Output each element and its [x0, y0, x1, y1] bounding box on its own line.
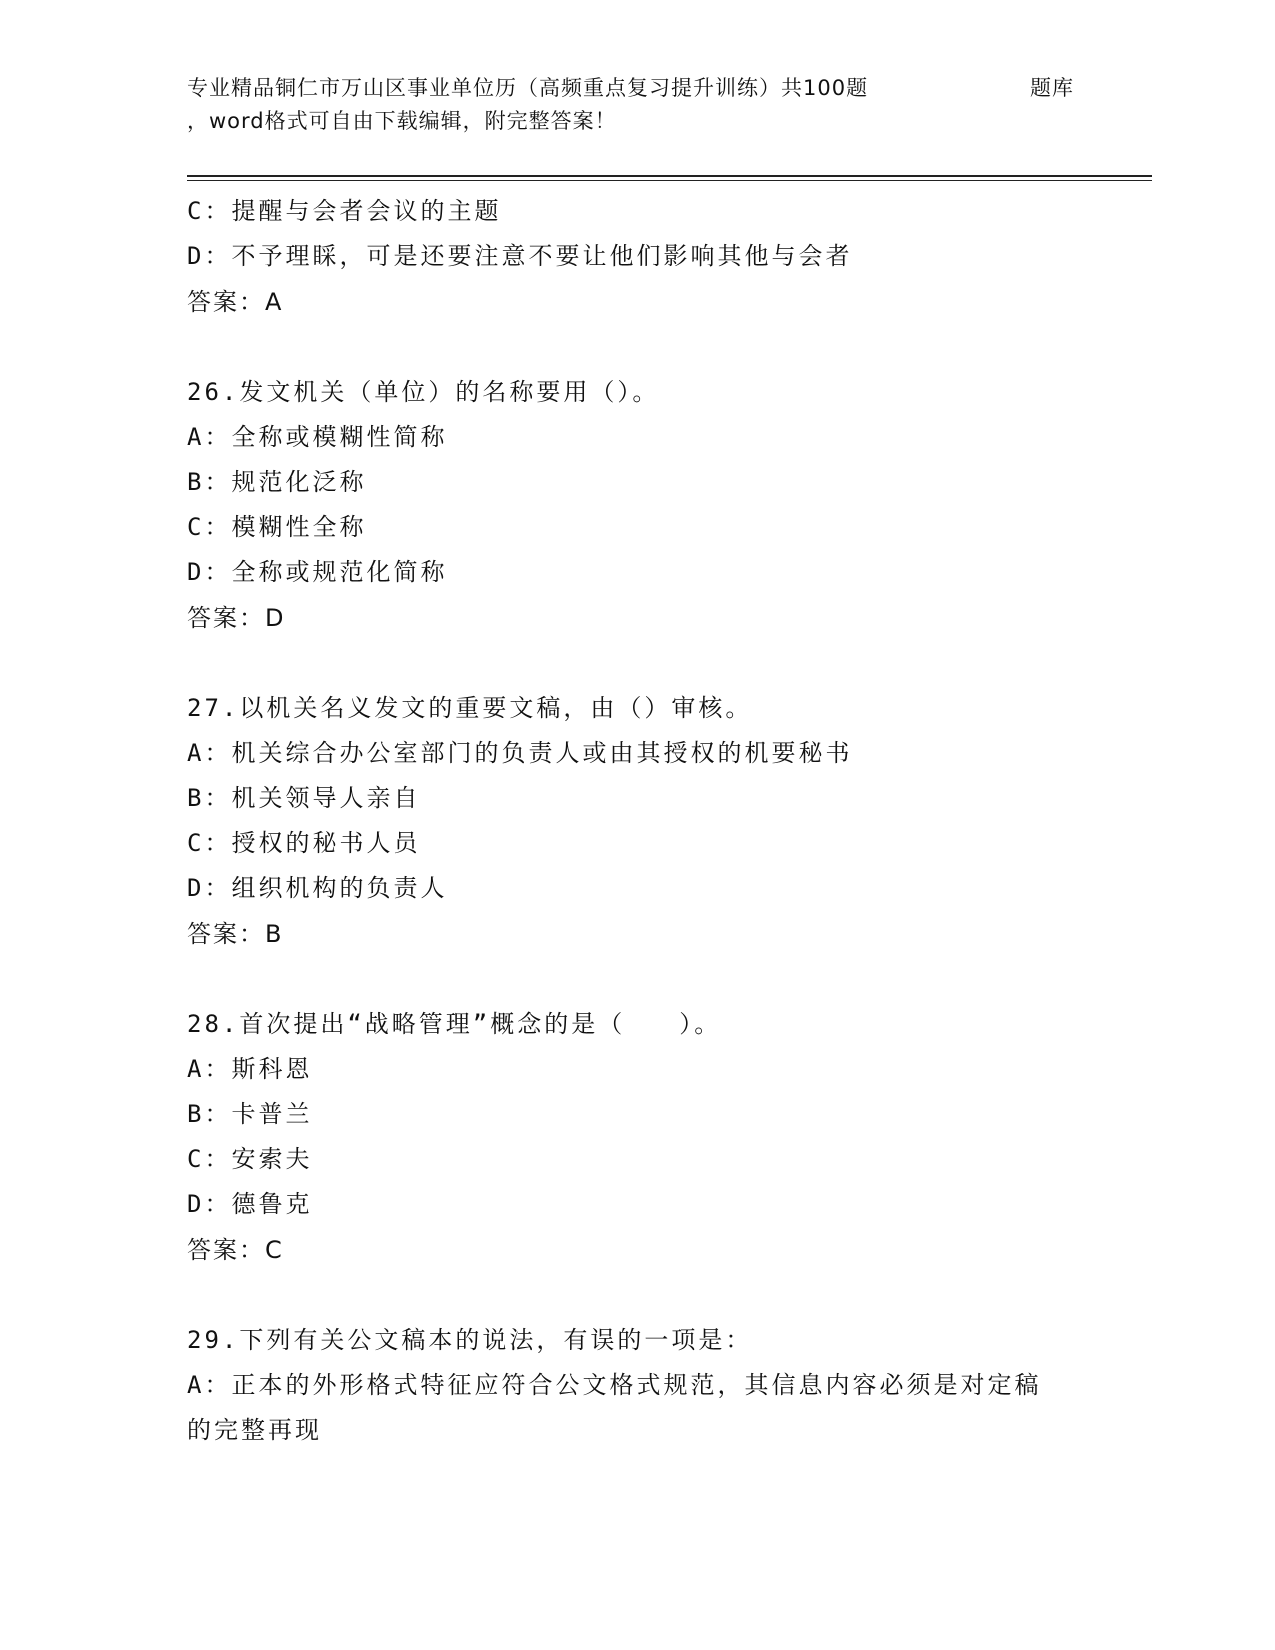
answer-line: 答案：A [187, 288, 284, 316]
option-line: C：提醒与会者会议的主题 [187, 197, 502, 225]
option-line: A：斯科恩 [187, 1055, 313, 1083]
option-line: B：卡普兰 [187, 1100, 313, 1128]
answer-line: 答案：B [187, 920, 284, 948]
answer-line: 答案：C [187, 1236, 284, 1264]
option-line: C：授权的秘书人员 [187, 829, 421, 857]
header-divider-thin [187, 180, 1152, 181]
document-body [187, 189, 1087, 1453]
question-29 [187, 1318, 1087, 1453]
question-27 [187, 686, 1087, 957]
question-stem: 29.下列有关公文稿本的说法，有误的一项是： [187, 1326, 753, 1354]
option-line: B：机关领导人亲自 [187, 784, 421, 812]
spacer [187, 325, 1087, 370]
option-line: D：不予理睬，可是还要注意不要让他们影响其他与会者 [187, 242, 853, 270]
header-tag: 题库 [1030, 76, 1074, 100]
document-subtitle: ，word格式可自由下载编辑，附完整答案！ [187, 109, 617, 133]
page-header [187, 72, 1147, 138]
option-line: A：机关综合办公室部门的负责人或由其授权的机要秘书 [187, 739, 853, 767]
question-stem: 26.发文机关（单位）的名称要用（）。 [187, 378, 660, 406]
option-line: C：安索夫 [187, 1145, 313, 1173]
header-divider [187, 175, 1152, 177]
spacer [187, 957, 1087, 1002]
option-line: D：组织机构的负责人 [187, 874, 448, 902]
answer-line: 答案：D [187, 604, 286, 632]
option-line: A：全称或模糊性简称 [187, 423, 448, 451]
document-title: 专业精品铜仁市万山区事业单位历（高频重点复习提升训练）共100题 [187, 76, 869, 100]
spacer [187, 1273, 1087, 1318]
spacer [187, 641, 1087, 686]
question-26 [187, 370, 1087, 641]
option-line: B：规范化泛称 [187, 468, 367, 496]
option-line: D：全称或规范化简称 [187, 558, 448, 586]
option-line: A：正本的外形格式特征应符合公文格式规范，其信息内容必须是对定稿的完整再现 [187, 1371, 1042, 1444]
question-stem: 27.以机关名义发文的重要文稿，由（）审核。 [187, 694, 753, 722]
option-line: D：德鲁克 [187, 1190, 313, 1218]
question-stem: 28.首次提出“战略管理”概念的是（ ）。 [187, 1010, 722, 1038]
question-28 [187, 1002, 1087, 1273]
option-line: C：模糊性全称 [187, 513, 367, 541]
